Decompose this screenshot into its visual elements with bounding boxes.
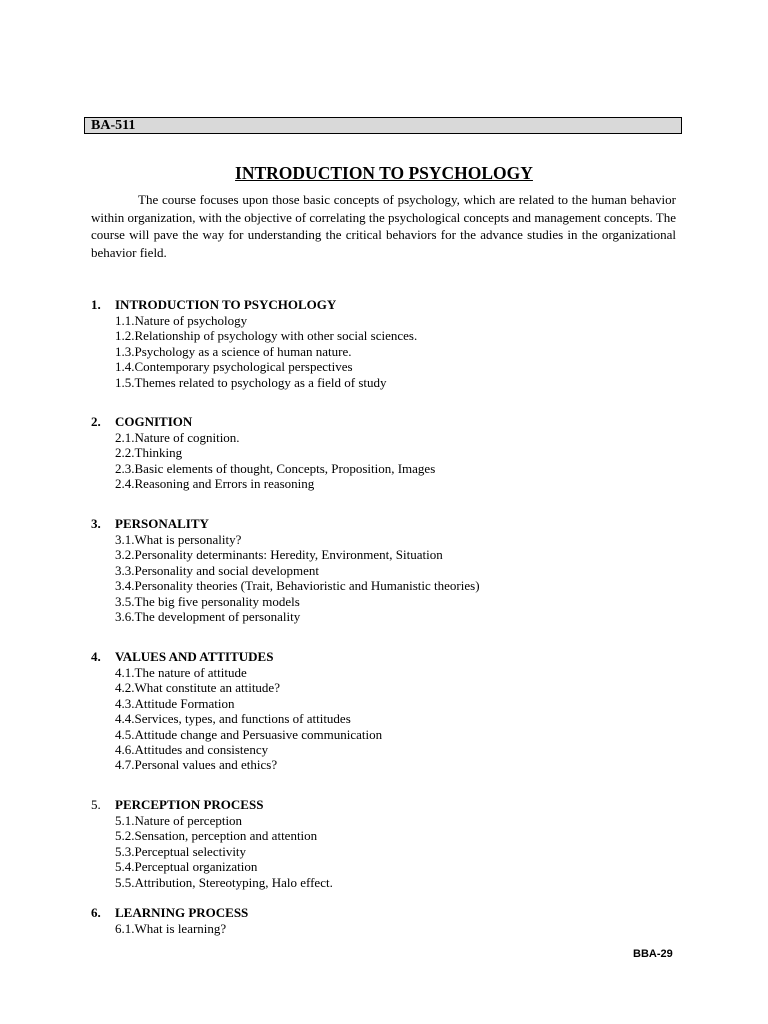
section-number: 5. [91,797,101,812]
section-heading [91,297,651,313]
section-items [91,921,651,936]
list-item: 3.1.What is personality? [115,532,242,547]
list-item: 1.1.Nature of psychology [115,313,248,328]
list-item: 2.1.Nature of cognition. [115,430,240,445]
list-item: 5.2.Sensation, perception and attention [115,828,318,844]
list-item: 2.4.Reasoning and Errors in reasoning [115,476,315,492]
list-item: 1.5.Themes related to psychology as a field of study [115,374,387,390]
section-title: PERCEPTION PROCESS [115,797,264,812]
list-item: 2.2.Thinking [115,445,183,461]
list-item: 6.1.What is learning? [115,921,227,936]
list-item: 4.4.Services, types, and functions of attitudes [115,711,351,727]
section-2 [91,414,651,492]
list-item: 5.1.Nature of perception [115,813,243,828]
section-4 [91,649,651,773]
list-item: 3.4.Personality theories (Trait, Behavioristic and Humanistic theories) [115,578,480,594]
list-item: 3.6.The development of personality [115,609,301,625]
section-3 [91,516,651,624]
list-item: 4.3.Attitude Formation [115,695,235,711]
list-item: 2.3.Basic elements of thought, Concepts, Proposition, Images [115,460,436,476]
section-items [91,313,651,390]
list-item: 3.5.The big five personality models [115,593,300,609]
section-title: PERSONALITY [115,516,209,531]
section-title: COGNITION [115,414,193,429]
list-item: 4.7.Personal values and ethics? [115,757,278,773]
section-heading [91,516,651,532]
list-item: 4.6.Attitudes and consistency [115,742,269,758]
page-title: INTRODUCTION TO PSYCHOLOGY [235,163,533,183]
section-1 [91,297,651,390]
list-item: 5.5.Attribution, Stereotyping, Halo effect. [115,874,333,890]
section-heading [91,905,651,921]
list-item: 5.4.Perceptual organization [115,859,258,875]
page-number: BBA-29 [633,948,673,960]
section-number: 3. [91,516,101,531]
list-item: 4.1.The nature of attitude [115,665,247,680]
section-title: INTRODUCTION TO PSYCHOLOGY [115,297,337,312]
section-6 [91,905,651,936]
section-number: 6. [91,905,101,920]
list-item: 1.3.Psychology as a science of human nature. [115,343,352,359]
list-item: 4.2.What constitute an attitude? [115,680,280,696]
list-item: 1.4.Contemporary psychological perspectives [115,359,353,375]
course-code-box: BA-511 [84,117,682,134]
section-items [91,665,651,773]
section-items [91,813,651,890]
section-heading [91,797,651,813]
section-5 [91,797,651,890]
section-number: 2. [91,414,101,429]
list-item: 3.3.Personality and social development [115,562,319,578]
section-heading [91,414,651,430]
section-items [91,430,651,492]
section-items [91,532,651,624]
list-item: 1.2.Relationship of psychology with other social sciences. [115,328,418,344]
section-title: LEARNING PROCESS [115,905,249,920]
section-number: 4. [91,649,101,664]
course-intro: The course focuses upon those basic concepts of psychology, which are related to the human behavior within organization, with the objective of correlating the psychological concepts and management concepts. The course will pave the way for understanding the critical behaviors for the advance studies in the organizational behavior field. [91,192,676,260]
list-item: 3.2.Personality determinants: Heredity, Environment, Situation [115,547,443,563]
list-item: 5.3.Perceptual selectivity [115,843,247,859]
section-title: VALUES AND ATTITUDES [115,649,274,664]
section-heading [91,649,651,665]
section-number: 1. [91,297,101,312]
list-item: 4.5.Attitude change and Persuasive communication [115,726,383,742]
